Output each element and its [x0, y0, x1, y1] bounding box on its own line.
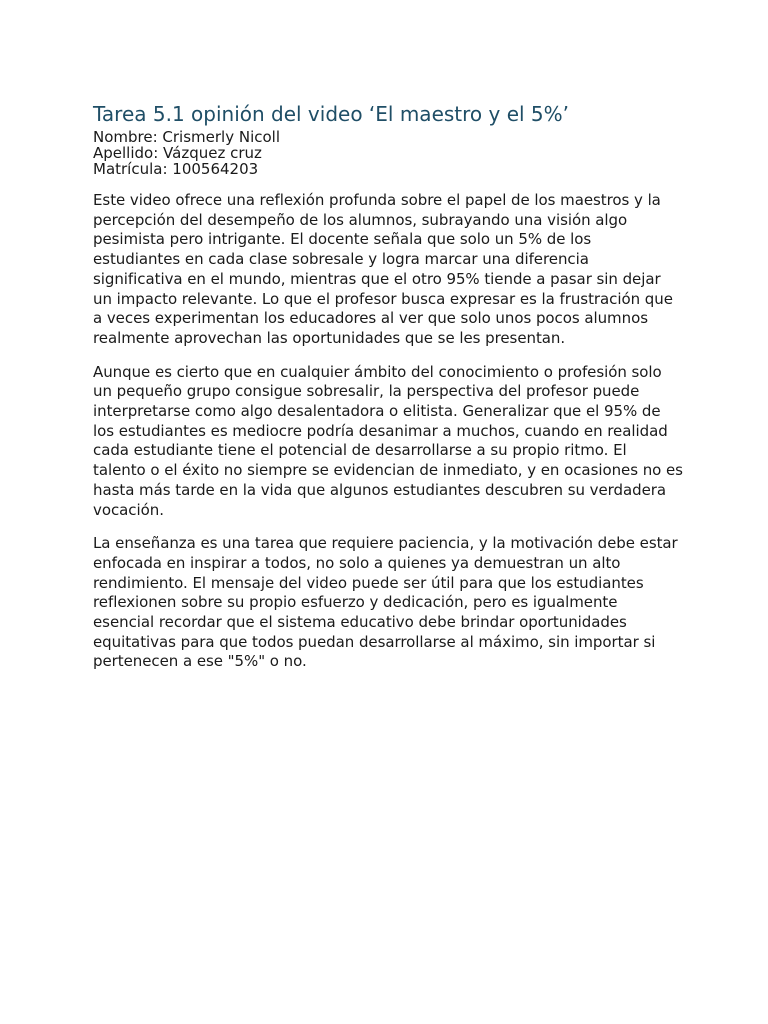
student-info [93, 129, 683, 177]
student-id: Matrícula: 100564203 [93, 160, 259, 178]
paragraph-3: La enseñanza es una tarea que requiere paciencia, y la motivación debe estar enfocada en inspirar a todos, no solo a quienes ya demuestran un alto rendimiento. El mensaje del video puede ser útil para que los estudiantes reflexionen sobre su propio esfuerzo y dedicación, pero es igualmente esencial recordar que el sistema educativo debe brindar oportunidades equitativas para que todos puedan desarrollarse al máximo, sin importar si pertenecen a ese "5%" o no. [93, 534, 678, 671]
paragraph-2: Aunque es cierto que en cualquier ámbito del conocimiento o profesión solo un pequeño grupo consigue sobresalir, la perspectiva del profesor puede interpretarse como algo desalentadora o elitista. Generalizar que el 95% de los estudiantes es mediocre podría desanimar a muchos, cuando en realidad cada estudiante tiene el potencial de desarrollarse a su propio ritmo. El talento o el éxito no siempre se evidencian de inmediato, y en ocasiones no es hasta más tarde en la vida que algunos estudiantes descubren su verdadera vocación. [93, 362, 683, 519]
document-title: Tarea 5.1 opinión del video ‘El maestro y el 5%’ [93, 102, 570, 126]
student-surname: Apellido: Vázquez cruz [93, 144, 262, 162]
document-body [93, 101, 683, 686]
paragraph-1: Este video ofrece una reflexión profunda sobre el papel de los maestros y la percepción del desempeño de los alumnos, subrayando una visión algo pesimista pero intrigante. El docente señala que solo un 5% de los estudiantes en cada clase sobresale y logra marcar una diferencia significativa en el mundo, mientras que el otro 95% tiende a pasar sin dejar un impacto relevante. Lo que el profesor busca expresar es la frustración que a veces experimentan los educadores al ver que solo unos pocos alumnos realmente aprovechan las oportunidades que se les presentan. [93, 191, 673, 347]
student-name: Nombre: Crismerly Nicoll [93, 128, 281, 146]
